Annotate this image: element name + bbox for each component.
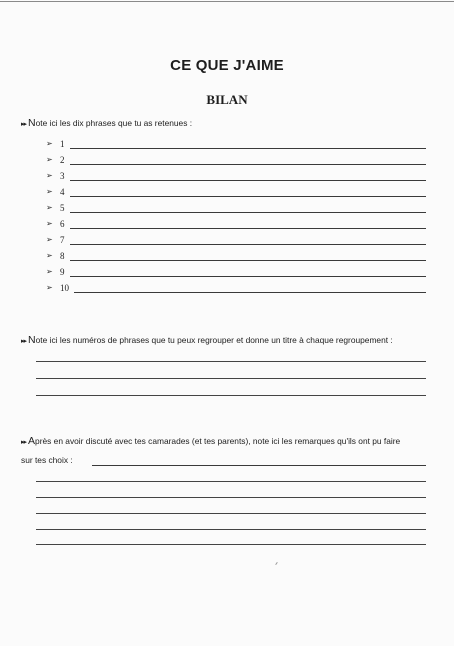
writing-line[interactable] xyxy=(36,378,426,379)
writing-line[interactable] xyxy=(36,529,426,530)
item-number: 3 xyxy=(60,171,65,181)
list-item xyxy=(46,171,426,183)
page-title: CE QUE J'AIME xyxy=(170,57,284,74)
arrow-bullet-icon: ➢ xyxy=(46,155,53,164)
answer-line[interactable] xyxy=(70,148,426,149)
arrow-bullet-icon: ➢ xyxy=(46,187,53,196)
answer-line[interactable] xyxy=(70,228,426,229)
list-item xyxy=(46,283,426,295)
answer-line[interactable] xyxy=(70,164,426,165)
item-number: 6 xyxy=(60,219,65,229)
item-number: 1 xyxy=(60,139,65,149)
arrow-bullet-icon: ➢ xyxy=(46,139,53,148)
instruction-1: ▸▸ Note ici les dix phrases que tu as retenues : xyxy=(21,117,193,129)
list-item xyxy=(46,139,426,151)
writing-line[interactable] xyxy=(92,465,426,466)
item-number: 5 xyxy=(60,203,65,213)
item-number: 4 xyxy=(60,187,65,197)
answer-line[interactable] xyxy=(70,180,426,181)
writing-line[interactable] xyxy=(36,395,426,396)
list-item xyxy=(46,203,426,215)
writing-line[interactable] xyxy=(36,497,426,498)
writing-line[interactable] xyxy=(36,361,426,362)
list-item xyxy=(46,267,426,279)
answer-line[interactable] xyxy=(70,212,426,213)
item-number: 2 xyxy=(60,155,65,165)
list-item xyxy=(46,155,426,167)
scan-speck xyxy=(275,562,278,565)
arrow-bullet-icon: ➢ xyxy=(46,251,53,260)
arrow-bullet-icon: ➢ xyxy=(46,267,53,276)
writing-line[interactable] xyxy=(36,481,426,482)
page-top-edge xyxy=(0,1,454,2)
instruction-2: ▸▸ Note ici les numéros de phrases que tu peux regrouper et donne un titre à chaque regroupement : xyxy=(21,334,393,346)
answer-line[interactable] xyxy=(74,292,426,293)
list-item xyxy=(46,187,426,199)
arrow-bullet-icon: ➢ xyxy=(46,219,53,228)
answer-line[interactable] xyxy=(70,276,426,277)
instruction-3: ▸▸ Après en avoir discuté avec tes camarades (et tes parents), note ici les remarques qu'ils ont pu faire xyxy=(21,435,401,447)
double-arrow-bullet-icon: ▸▸ xyxy=(21,338,27,345)
list-item xyxy=(46,219,426,231)
answer-line[interactable] xyxy=(70,260,426,261)
arrow-bullet-icon: ➢ xyxy=(46,171,53,180)
writing-line[interactable] xyxy=(36,544,426,545)
double-arrow-bullet-icon: ▸▸ xyxy=(21,121,27,128)
list-item xyxy=(46,235,426,247)
instruction-3-continuation: sur tes choix : xyxy=(21,455,73,465)
item-number: 8 xyxy=(60,251,65,261)
arrow-bullet-icon: ➢ xyxy=(46,235,53,244)
page-subtitle: BILAN xyxy=(206,92,248,107)
list-item xyxy=(46,251,426,263)
arrow-bullet-icon: ➢ xyxy=(46,283,53,292)
writing-line[interactable] xyxy=(36,513,426,514)
item-number: 7 xyxy=(60,235,65,245)
answer-line[interactable] xyxy=(70,196,426,197)
arrow-bullet-icon: ➢ xyxy=(46,203,53,212)
item-number: 10 xyxy=(60,283,69,293)
double-arrow-bullet-icon: ▸▸ xyxy=(21,439,27,446)
item-number: 9 xyxy=(60,267,65,277)
answer-line[interactable] xyxy=(70,244,426,245)
